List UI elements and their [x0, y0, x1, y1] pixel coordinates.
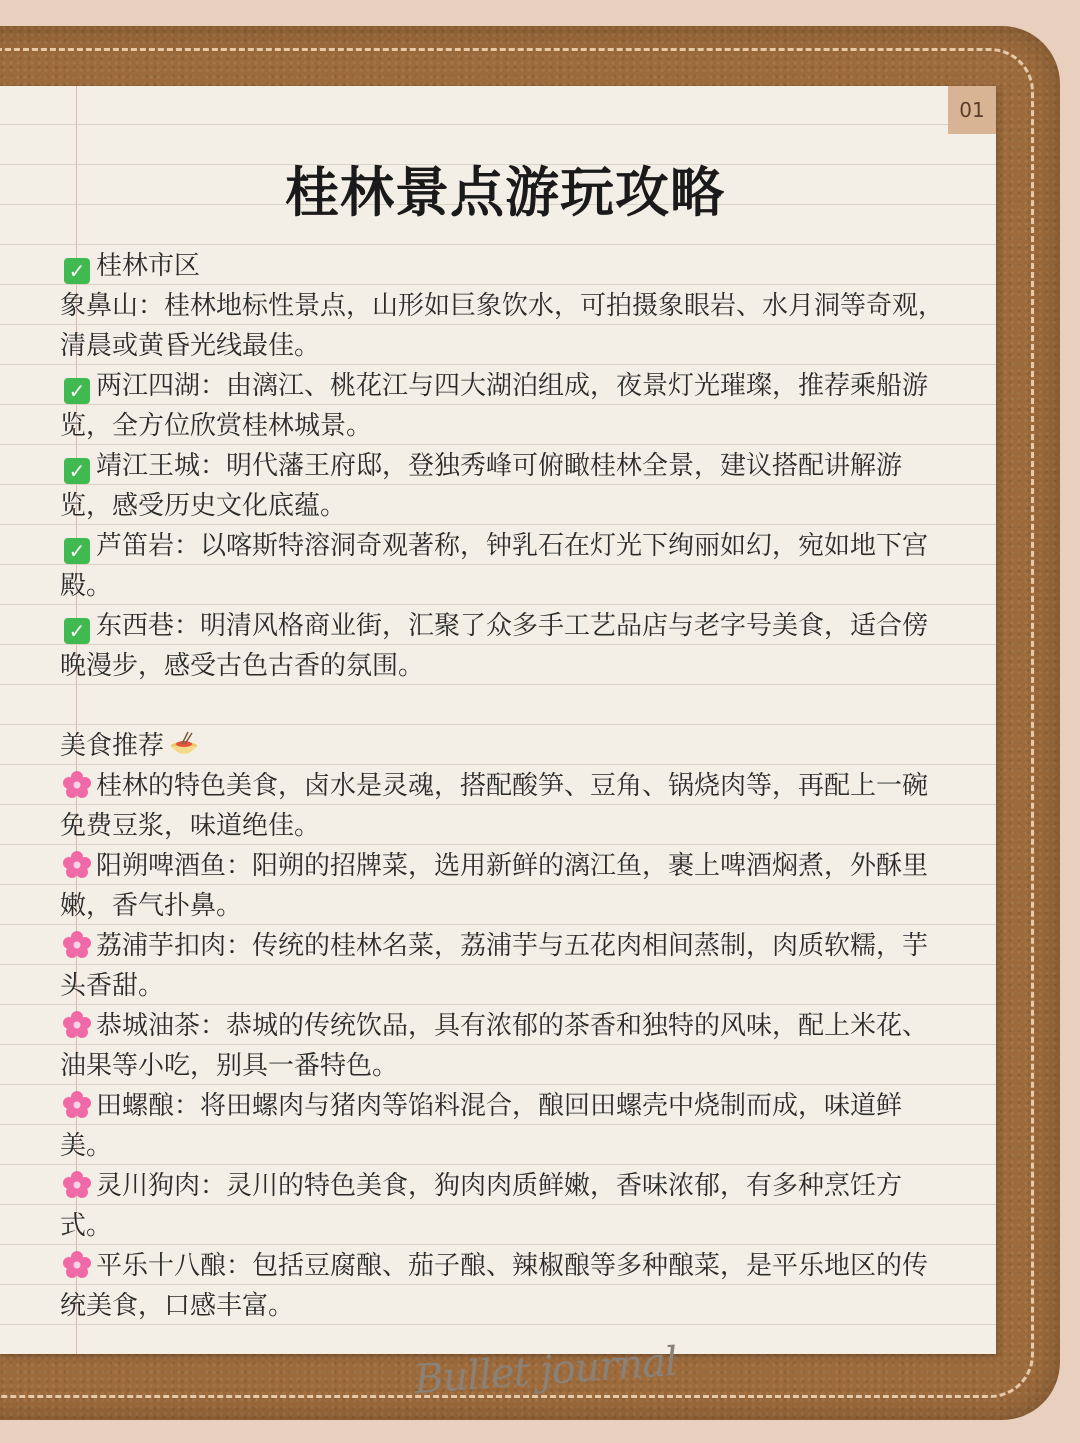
spacer — [60, 686, 950, 726]
list-item: 荔浦芋扣肉：传统的桂林名菜，荔浦芋与五花肉相间蒸制，肉质软糯，芋头香甜。 — [60, 931, 929, 1001]
flower-icon — [62, 770, 92, 800]
check-icon: ✓ — [64, 618, 90, 644]
list-item: 恭城油茶：恭城的传统饮品，具有浓郁的茶香和独特的风味，配上米花、油果等小吃，别具一番特色。 — [60, 1011, 929, 1081]
list-item: 田螺酿：将田螺肉与猪肉等馅料混合，酿回田螺壳中烧制而成，味道鲜美。 — [60, 1091, 903, 1161]
list-item: 象鼻山：桂林地标性景点，山形如巨象饮水，可拍摄象眼岩、水月洞等奇观，清晨或黄昏光线最佳。 — [60, 291, 945, 361]
flower-icon — [62, 1090, 92, 1120]
check-icon: ✓ — [64, 378, 90, 404]
list-item: 阳朔啤酒鱼：阳朔的招牌菜，选用新鲜的漓江鱼，裹上啤酒焖煮，外酥里嫩，香气扑鼻。 — [60, 851, 929, 921]
page-number: 01 — [948, 86, 996, 134]
flower-icon — [62, 850, 92, 880]
list-item: 灵川狗肉：灵川的特色美食，狗肉肉质鲜嫩，香味浓郁，有多种烹饪方式。 — [60, 1171, 903, 1241]
section-heading-food: 美食推荐 — [60, 726, 950, 766]
list-item: ✓ 芦笛岩：以喀斯特溶洞奇观著称，钟乳石在灯光下绚丽如幻，宛如地下宫殿。 — [60, 531, 929, 601]
list-item: 桂林的特色美食，卤水是灵魂，搭配酸笋、豆角、锅烧肉等，再配上一碗免费豆浆，味道绝佳。 — [60, 771, 929, 841]
noodle-bowl-icon — [168, 728, 200, 760]
content — [60, 246, 950, 1326]
flower-icon — [62, 1170, 92, 1200]
flower-icon — [62, 1010, 92, 1040]
list-item: ✓ 东西巷：明清风格商业街，汇聚了众多手工艺品店与老字号美食，适合傍晚漫步，感受古色古香的氛围。 — [60, 611, 929, 681]
notebook-page — [0, 86, 996, 1404]
page-title: 桂林景点游玩攻略 — [285, 161, 725, 224]
flower-icon — [62, 1250, 92, 1280]
flower-icon — [62, 930, 92, 960]
list-item: ✓ 靖江王城：明代藩王府邸，登独秀峰可俯瞰桂林全景，建议搭配讲解游览，感受历史文化底蕴。 — [60, 451, 903, 521]
list-item: ✓ 两江四湖：由漓江、桃花江与四大湖泊组成，夜景灯光璀璨，推荐乘船游览，全方位欣赏桂林城景。 — [60, 371, 929, 441]
watermark: Bullet journal — [412, 1338, 679, 1404]
list-item: 平乐十八酿：包括豆腐酿、茄子酿、辣椒酿等多种酿菜，是平乐地区的传统美食，口感丰富。 — [60, 1251, 929, 1321]
section-heading-city: ✓ 桂林市区 — [60, 246, 950, 286]
check-icon: ✓ — [64, 458, 90, 484]
check-icon: ✓ — [64, 258, 90, 284]
check-icon: ✓ — [64, 538, 90, 564]
